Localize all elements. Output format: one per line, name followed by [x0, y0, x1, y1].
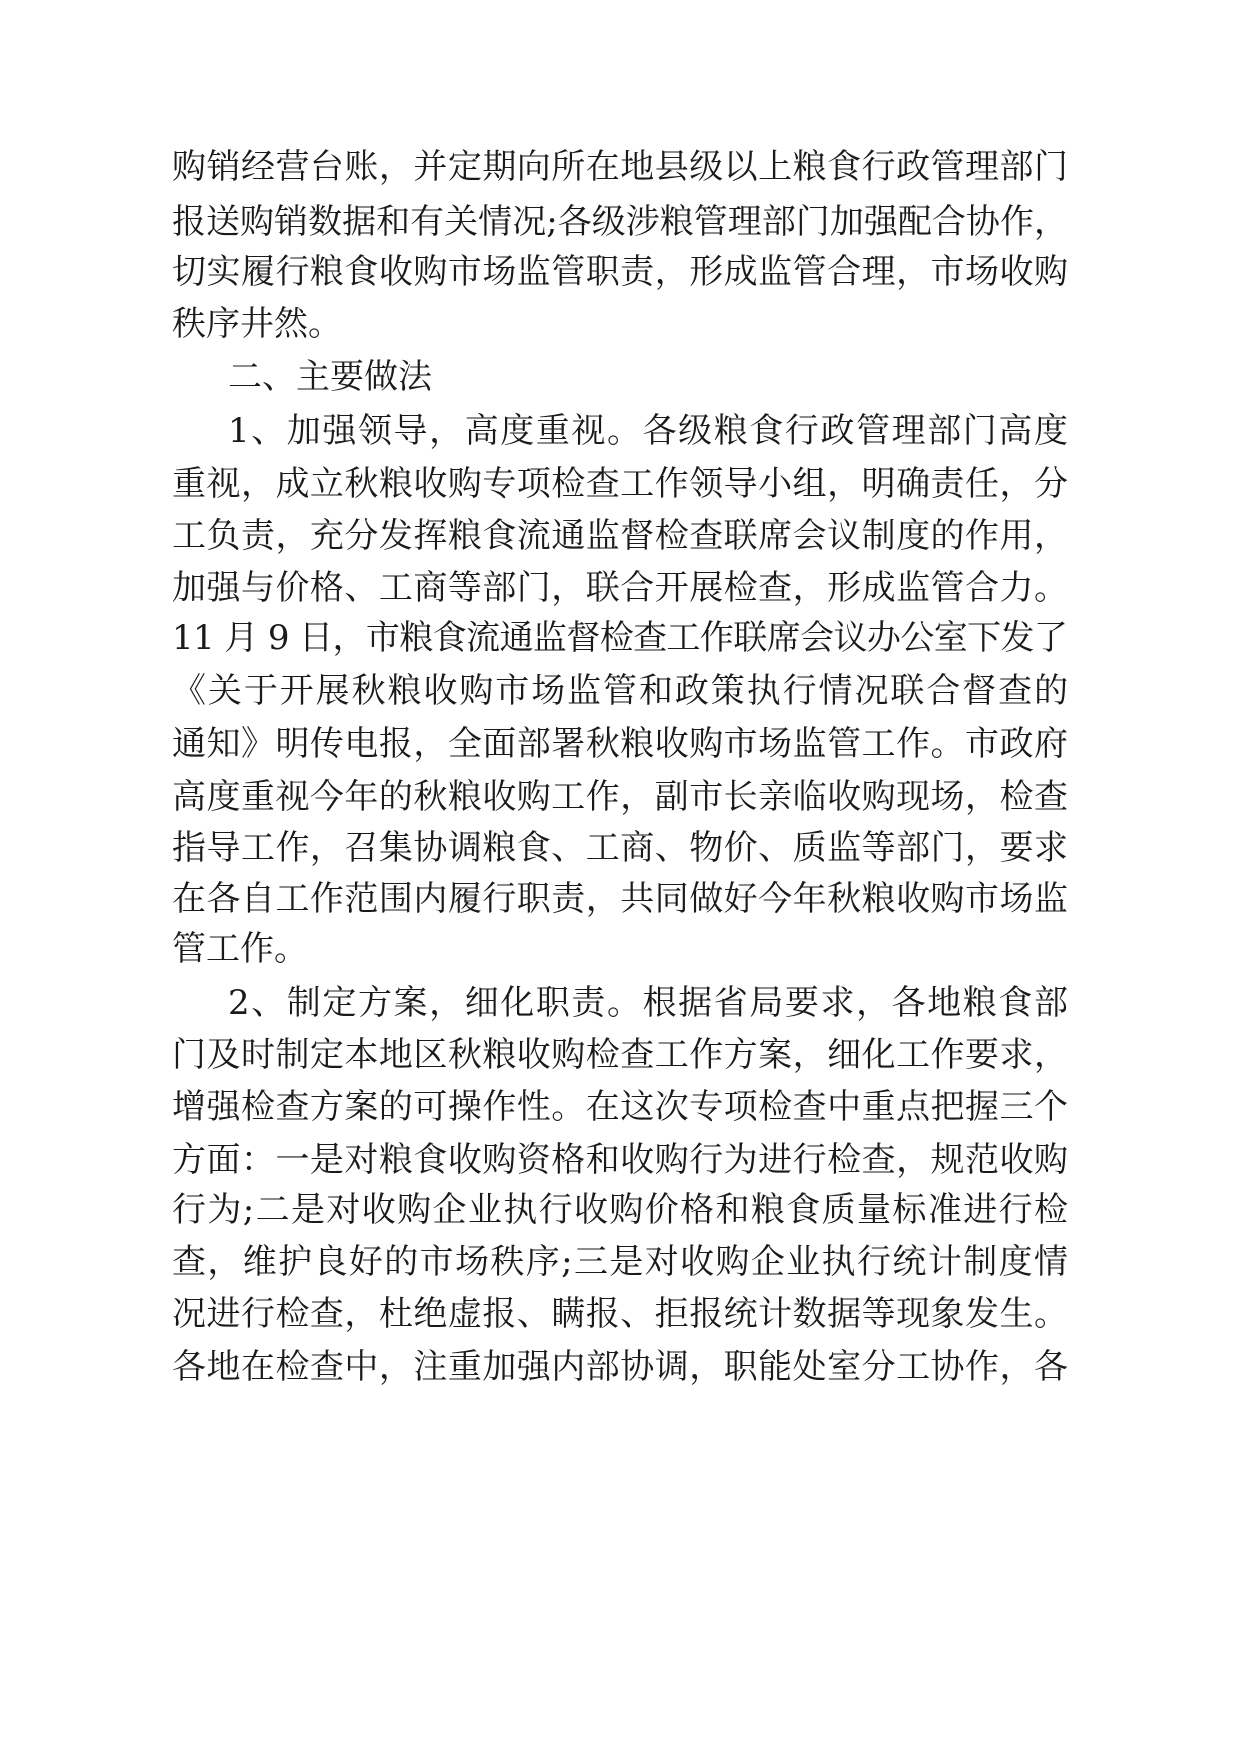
text-line [0, 1284, 1241, 1344]
text-line [0, 506, 1241, 566]
text-line-content: 在各自工作范围内履行职责，共同做好今年秋粮收购市场监 [172, 879, 1069, 919]
text-line-content: 方面：一是对粮食收购资格和收购行为进行检查，规范收购 [172, 1140, 1069, 1180]
text-line-content: 报送购销数据和有关情况;各级涉粮管理部门加强配合协作， [172, 202, 1068, 242]
text-line-content: 指导工作，召集协调粮食、工商、物价、质监等部门，要求 [172, 828, 1069, 868]
text-line-content: 增强检查方案的可操作性。在这次专项检查中重点把握三个 [172, 1087, 1069, 1127]
text-line-content: 各地在检查中，注重加强内部协调，职能处室分工协作，各 [172, 1347, 1069, 1387]
text-line [0, 294, 1241, 354]
text-line-content: 况进行检查，杜绝虚报、瞒报、拒报统计数据等现象发生。 [172, 1294, 1069, 1334]
text-line-content: 加强与价格、工商等部门，联合开展检查，形成监管合力。 [172, 568, 1069, 608]
text-line-content: 购销经营台账，并定期向所在地县级以上粮食行政管理部门 [172, 147, 1069, 187]
text-line [0, 1025, 1241, 1085]
text-line [0, 608, 1241, 668]
paragraph-first-line [0, 401, 1241, 461]
text-line [0, 1337, 1241, 1397]
text-line [0, 242, 1241, 302]
text-line-content: 通知》明传电报，全面部署秋粮收购市场监管工作。市政府 [172, 724, 1069, 764]
text-line [0, 714, 1241, 774]
text-line [0, 1232, 1241, 1292]
text-line-content: 11 月 9 日，市粮食流通监督检查工作联席会议办公室下发了 [172, 618, 1068, 658]
text-line-content: 切实履行粮食收购市场监管职责，形成监管合理，市场收购 [172, 252, 1069, 292]
section-heading [0, 347, 1241, 407]
text-line-content: 1、加强领导，高度重视。各级粮食行政管理部门高度 [228, 411, 1070, 451]
text-line-content: 工负责，充分发挥粮食流通监督检查联席会议制度的作用， [172, 516, 1069, 556]
text-line [0, 454, 1241, 514]
text-line-content: 行为;二是对收购企业执行收购价格和粮食质量标准进行检 [172, 1190, 1070, 1230]
text-line [0, 1077, 1241, 1137]
text-line [0, 137, 1241, 197]
section-heading-text: 二、主要做法 [228, 357, 432, 397]
text-line-content: 高度重视今年的秋粮收购工作，副市长亲临收购现场，检查 [172, 777, 1069, 817]
paragraph-first-line [0, 973, 1241, 1033]
text-line-content: 门及时制定本地区秋粮收购检查工作方案，细化工作要求， [172, 1035, 1069, 1075]
text-line-content: 查，维护良好的市场秩序;三是对收购企业执行统计制度情 [172, 1242, 1070, 1282]
text-line-content: 重视，成立秋粮收购专项检查工作领导小组，明确责任，分 [172, 464, 1069, 504]
text-line [0, 919, 1241, 979]
text-line-content: 秩序井然。 [172, 304, 342, 344]
text-line [0, 661, 1241, 721]
text-line-content: 管工作。 [172, 929, 308, 969]
text-line [0, 1180, 1241, 1240]
text-line-content: 《关于开展秋粮收购市场监管和政策执行情况联合督查的 [172, 671, 1070, 711]
text-line-content: 2、制定方案，细化职责。根据省局要求，各地粮食部 [228, 983, 1070, 1023]
